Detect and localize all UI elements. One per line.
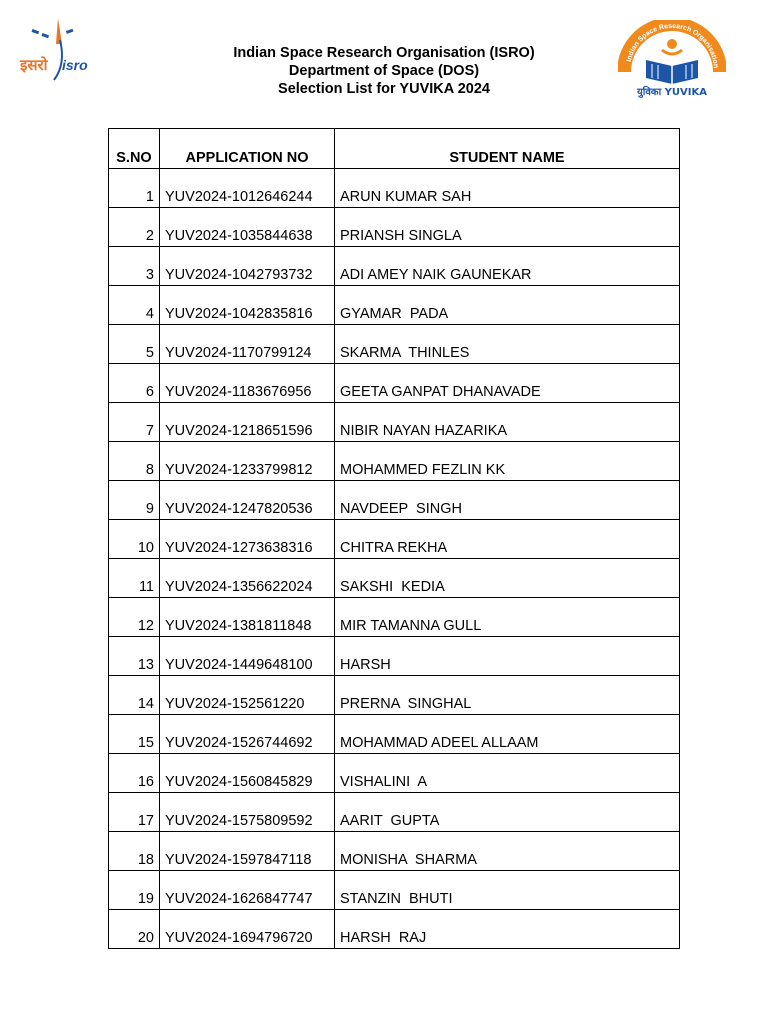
cell-student-name: MOHAMMAD ADEEL ALLAAM	[335, 715, 680, 754]
cell-sno: 3	[109, 247, 160, 286]
header-application-no: APPLICATION NO	[160, 129, 335, 169]
cell-application-no: YUV2024-1560845829	[160, 754, 335, 793]
cell-student-name: ARUN KUMAR SAH	[335, 169, 680, 208]
cell-application-no: YUV2024-1449648100	[160, 637, 335, 676]
cell-application-no: YUV2024-1233799812	[160, 442, 335, 481]
table-row	[109, 676, 680, 715]
cell-application-no: YUV2024-1218651596	[160, 403, 335, 442]
table-row	[109, 169, 680, 208]
cell-student-name: STANZIN BHUTI	[335, 871, 680, 910]
cell-sno: 5	[109, 325, 160, 364]
table-row	[109, 481, 680, 520]
cell-student-name: CHITRA REKHA	[335, 520, 680, 559]
header-sno: S.NO	[109, 129, 160, 169]
table-row	[109, 247, 680, 286]
cell-student-name: SAKSHI KEDIA	[335, 559, 680, 598]
isro-hindi-text: इसरो	[20, 56, 48, 74]
cell-sno: 1	[109, 169, 160, 208]
table-row	[109, 208, 680, 247]
yuvika-ring-text: Indian Space Research Organisation	[625, 22, 719, 69]
cell-sno: 2	[109, 208, 160, 247]
cell-sno: 11	[109, 559, 160, 598]
cell-application-no: YUV2024-1626847747	[160, 871, 335, 910]
table-row	[109, 871, 680, 910]
cell-sno: 7	[109, 403, 160, 442]
cell-student-name: AARIT GUPTA	[335, 793, 680, 832]
cell-sno: 6	[109, 364, 160, 403]
cell-application-no: YUV2024-1183676956	[160, 364, 335, 403]
table-row	[109, 754, 680, 793]
cell-sno: 20	[109, 910, 160, 949]
table-row	[109, 325, 680, 364]
cell-sno: 19	[109, 871, 160, 910]
cell-application-no: YUV2024-1356622024	[160, 559, 335, 598]
header-department: Department of Space (DOS)	[288, 63, 480, 79]
table-row	[109, 403, 680, 442]
table-row	[109, 832, 680, 871]
cell-application-no: YUV2024-1381811848	[160, 598, 335, 637]
table-row	[109, 442, 680, 481]
table-row	[109, 910, 680, 949]
yuvika-logo	[618, 20, 726, 98]
table-row	[109, 520, 680, 559]
cell-application-no: YUV2024-1247820536	[160, 481, 335, 520]
cell-student-name: HARSH RAJ	[335, 910, 680, 949]
table-row	[109, 637, 680, 676]
selection-table	[108, 128, 680, 949]
table-row	[109, 286, 680, 325]
cell-sno: 9	[109, 481, 160, 520]
cell-application-no: YUV2024-1035844638	[160, 208, 335, 247]
header-organisation: Indian Space Research Organisation (ISRO)	[233, 45, 535, 61]
table-row	[109, 715, 680, 754]
cell-student-name: MOHAMMED FEZLIN KK	[335, 442, 680, 481]
cell-application-no: YUV2024-1597847118	[160, 832, 335, 871]
cell-application-no: YUV2024-1042835816	[160, 286, 335, 325]
cell-application-no: YUV2024-1526744692	[160, 715, 335, 754]
cell-application-no: YUV2024-1042793732	[160, 247, 335, 286]
cell-student-name: MIR TAMANNA GULL	[335, 598, 680, 637]
cell-sno: 8	[109, 442, 160, 481]
table-row	[109, 364, 680, 403]
cell-student-name: GYAMAR PADA	[335, 286, 680, 325]
cell-application-no: YUV2024-1012646244	[160, 169, 335, 208]
cell-application-no: YUV2024-152561220	[160, 676, 335, 715]
cell-student-name: ADI AMEY NAIK GAUNEKAR	[335, 247, 680, 286]
cell-sno: 12	[109, 598, 160, 637]
cell-student-name: PRERNA SINGHAL	[335, 676, 680, 715]
cell-student-name: NIBIR NAYAN HAZARIKA	[335, 403, 680, 442]
cell-student-name: GEETA GANPAT DHANAVADE	[335, 364, 680, 403]
cell-application-no: YUV2024-1694796720	[160, 910, 335, 949]
cell-application-no: YUV2024-1170799124	[160, 325, 335, 364]
cell-student-name: HARSH	[335, 637, 680, 676]
table-header-row	[109, 129, 680, 169]
cell-sno: 17	[109, 793, 160, 832]
cell-student-name: PRIANSH SINGLA	[335, 208, 680, 247]
table-row	[109, 598, 680, 637]
cell-student-name: SKARMA THINLES	[335, 325, 680, 364]
cell-sno: 10	[109, 520, 160, 559]
cell-student-name: MONISHA SHARMA	[335, 832, 680, 871]
yuvika-bottom-text: युविका YUVIKA	[636, 87, 708, 98]
cell-sno: 15	[109, 715, 160, 754]
cell-sno: 4	[109, 286, 160, 325]
isro-english-text: isro	[62, 57, 88, 73]
cell-application-no: YUV2024-1575809592	[160, 793, 335, 832]
table-row	[109, 559, 680, 598]
cell-student-name: VISHALINI A	[335, 754, 680, 793]
cell-sno: 14	[109, 676, 160, 715]
header-student-name: STUDENT NAME	[335, 129, 680, 169]
table-row	[109, 793, 680, 832]
cell-sno: 13	[109, 637, 160, 676]
header-list-title: Selection List for YUVIKA 2024	[278, 81, 490, 97]
cell-sno: 16	[109, 754, 160, 793]
cell-sno: 18	[109, 832, 160, 871]
cell-application-no: YUV2024-1273638316	[160, 520, 335, 559]
cell-student-name: NAVDEEP SINGH	[335, 481, 680, 520]
